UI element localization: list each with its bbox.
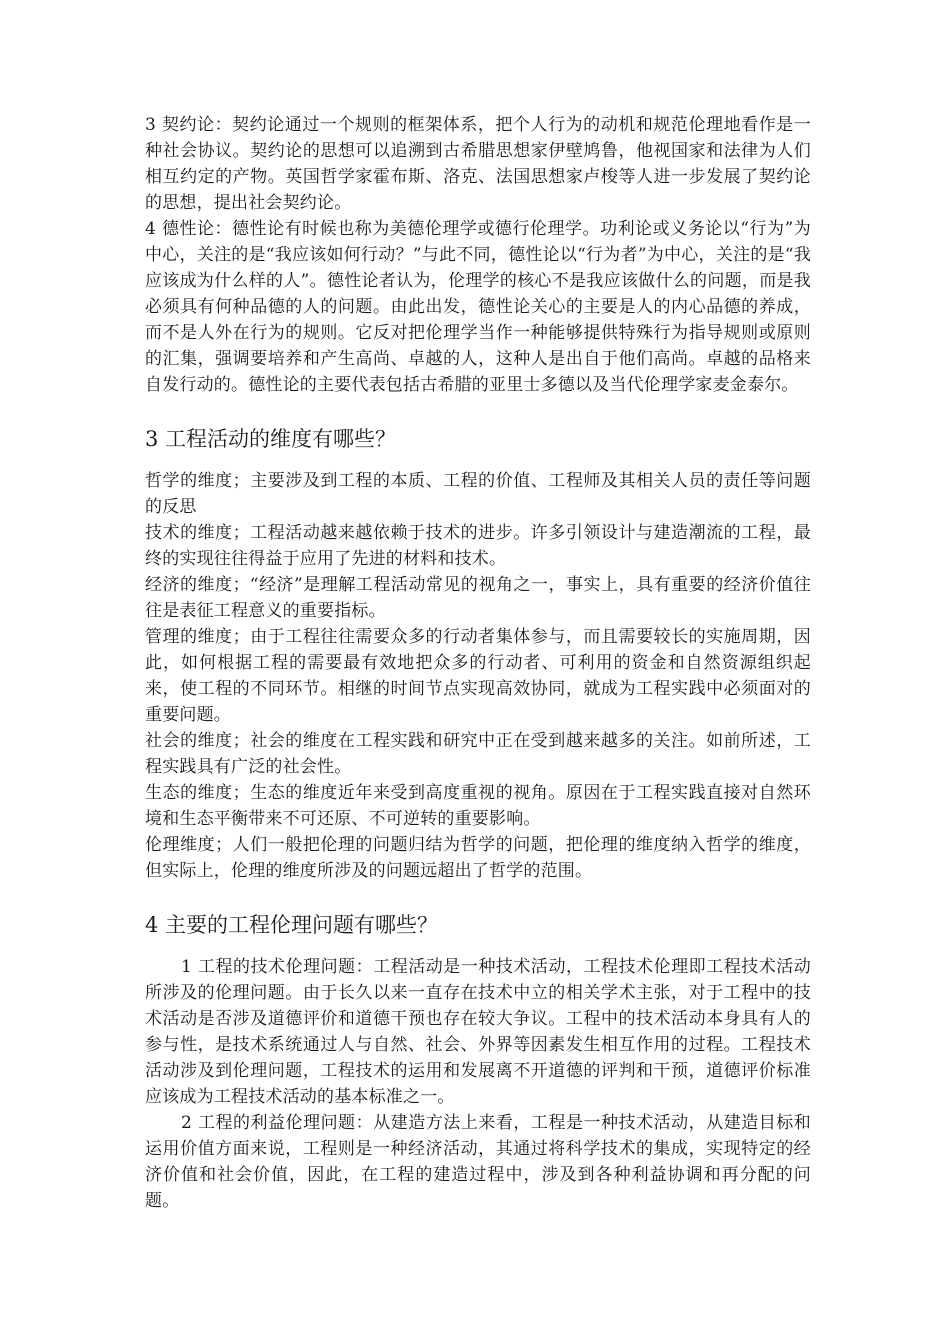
economy-dimension-paragraph: 经济的维度；“经济”是理解工程活动常见的视角之一，事实上，具有重要的经济价值往往是表征工程意义的重要指标。 — [145, 575, 811, 621]
society-dimension-paragraph: 社会的维度；社会的维度在工程实践和研究中正在受到越来越多的关注。如前所述，工程实践具有广泛的社会性。 — [145, 731, 811, 777]
document-page — [145, 112, 811, 1214]
section-3-heading: 3 工程活动的维度有哪些？ — [145, 427, 397, 451]
section-4-heading: 4 主要的工程伦理问题有哪些？ — [145, 913, 439, 937]
contract-theory-paragraph: 3 契约论：契约论通过一个规则的框架体系，把个人行为的动机和规范伦理地看作是一种社会协议。契约论的思想可以追溯到古希腊思想家伊壁鸠鲁，他视国家和法律为人们相互约定的产物。英国哲学家霍布斯、洛克、法国思想家卢梭等人进一步发展了契约论的思想，提出社会契约论。 — [145, 115, 811, 213]
interest-ethics-paragraph: 2 工程的利益伦理问题：从建造方法上来看，工程是一种技术活动，从建造目标和运用价值方面来说，工程则是一种经济活动，其通过将科学技术的集成，实现特定的经济价值和社会价值，因此，在工程的建造过程中，涉及到各种利益协调和再分配的问题。 — [145, 1113, 811, 1211]
technical-ethics-paragraph: 1 工程的技术伦理问题：工程活动是一种技术活动，工程技术伦理即工程技术活动所涉及的伦理问题。由于长久以来一直存在技术中立的相关学术主张，对于工程中的技术活动是否涉及道德评价和道德干预也存在较大争议。工程中的技术活动本身具有人的参与性，是技术系统通过人与自然、社会、外界等因素发生相互作用的过程。工程技术活动涉及到伦理问题，工程技术的运用和发展离不开道德的评判和干预，道德评价标准应该成为工程技术活动的基本标准之一。 — [145, 957, 811, 1107]
ethics-dimension-paragraph: 伦理维度；人们一般把伦理的问题归结为哲学的问题，把伦理的维度纳入哲学的维度，但实际上，伦理的维度所涉及的问题远超出了哲学的范围。 — [145, 835, 811, 881]
virtue-theory-paragraph: 4 德性论：德性论有时候也称为美德伦理学或德行伦理学。功利论或义务论以“行为”为中心，关注的是“我应该如何行动？”与此不同，德性论以“行为者”为中心，关注的是“我应该成为什么样的人”。德性论者认为，伦理学的核心不是我应该做什么的问题，而是我必须具有何种品德的人的问题。由此出发，德性论关心的主要是人的内心品德的养成，而不是人外在行为的规则。它反对把伦理学当作一种能够提供特殊行为指导规则或原则的汇集，强调要培养和产生高尚、卓越的人，这种人是出自于他们高尚。卓越的品格来自发行动的。德性论的主要代表包括古希腊的亚里士多德以及当代伦理学家麦金泰尔。 — [145, 219, 811, 395]
ecology-dimension-paragraph: 生态的维度；生态的维度近年来受到高度重视的视角。原因在于工程实践直接对自然环境和生态平衡带来不可还原、不可逆转的重要影响。 — [145, 783, 811, 829]
philosophy-dimension-paragraph: 哲学的维度；主要涉及到工程的本质、工程的价值、工程师及其相关人员的责任等问题的反思 — [145, 471, 811, 517]
technology-dimension-paragraph: 技术的维度；工程活动越来越依赖于技术的进步。许多引领设计与建造潮流的工程，最终的实现往往得益于应用了先进的材料和技术。 — [145, 523, 811, 569]
management-dimension-paragraph: 管理的维度；由于工程往往需要众多的行动者集体参与，而且需要较长的实施周期，因此，如何根据工程的需要最有效地把众多的行动者、可利用的资金和自然资源组织起来，使工程的不同环节。相继的时间节点实现高效协同，就成为工程实践中必须面对的重要问题。 — [145, 627, 811, 725]
